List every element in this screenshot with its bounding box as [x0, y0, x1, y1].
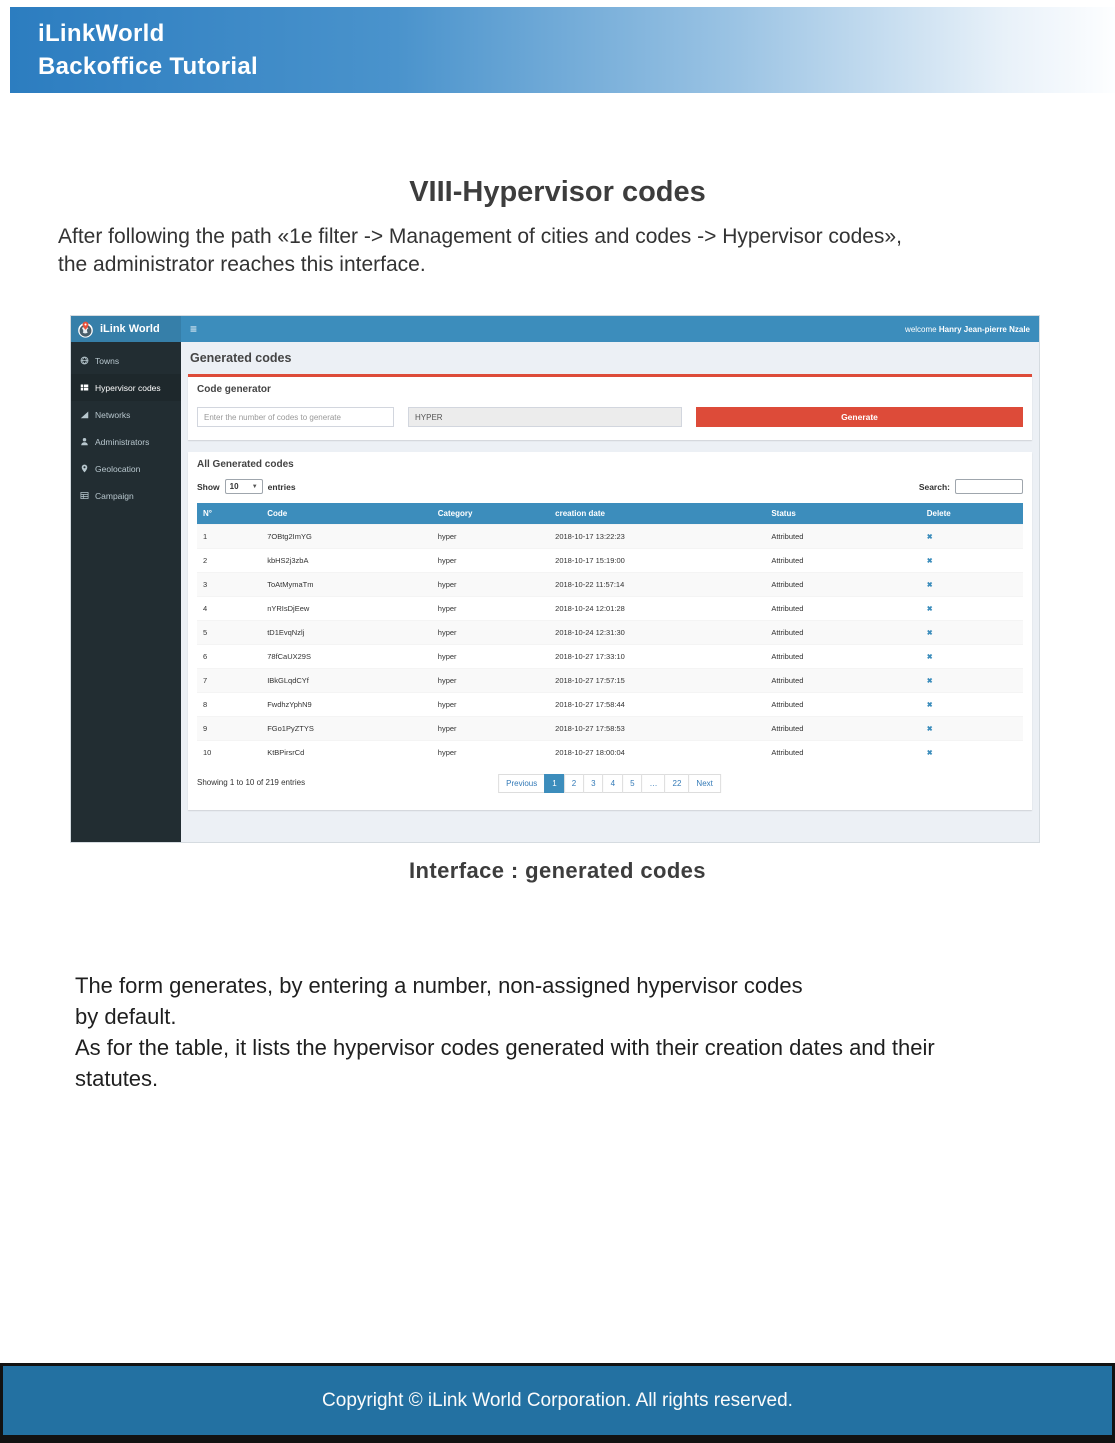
code-value: ToAtMymaTm: [261, 573, 432, 597]
status-value: Attributed: [765, 693, 920, 717]
body-line: As for the table, it lists the hypervisor codes generated with their creation dates and their: [75, 1035, 935, 1060]
creation-date: 2018-10-27 18:00:04: [549, 741, 765, 765]
delete-icon[interactable]: ✖: [926, 630, 933, 637]
creation-date: 2018-10-17 13:22:23: [549, 525, 765, 549]
status-value: Attributed: [765, 621, 920, 645]
chart-icon: [80, 410, 89, 419]
column-header-creation-date[interactable]: creation date: [549, 503, 765, 525]
sidebar-item-towns[interactable]: [71, 347, 181, 374]
code-value: 7OBtg2ImYG: [261, 525, 432, 549]
intro-paragraph: [58, 223, 902, 279]
globe-pin-logo-icon: [77, 321, 94, 338]
intro-line: the administrator reaches this interface.: [58, 253, 426, 276]
code-value: FwdhzYphN9: [261, 693, 432, 717]
table-row: [197, 669, 1023, 693]
th-icon: [80, 383, 89, 392]
column-header-n-[interactable]: N°: [197, 503, 261, 525]
doc-header: [10, 7, 1115, 93]
delete-icon[interactable]: ✖: [926, 702, 933, 709]
page-button-previous[interactable]: Previous: [498, 774, 545, 793]
chevron-down-icon: ▼: [251, 483, 258, 490]
entries-label: entries: [267, 481, 296, 492]
row-number: 2: [197, 549, 261, 573]
category-value: hyper: [432, 717, 549, 741]
creation-date: 2018-10-24 12:01:28: [549, 597, 765, 621]
status-value: Attributed: [765, 525, 920, 549]
hamburger-menu-icon[interactable]: ≡: [190, 322, 198, 336]
delete-icon[interactable]: ✖: [926, 654, 933, 661]
table-row: [197, 573, 1023, 597]
code-value: IBkGLqdCYf: [261, 669, 432, 693]
page-title: VIII-Hypervisor codes: [409, 176, 706, 208]
sidebar-item-label: Geolocation: [95, 463, 141, 474]
body-line: by default.: [75, 1004, 177, 1029]
table-row: [197, 741, 1023, 765]
welcome-username: Hanry Jean-pierre Nzale: [938, 324, 1030, 334]
category-value: hyper: [432, 621, 549, 645]
row-number: 4: [197, 597, 261, 621]
code-value: nYRIsDjEew: [261, 597, 432, 621]
sidebar-item-label: Campaign: [95, 490, 134, 501]
category-value: hyper: [432, 669, 549, 693]
page-length-select[interactable]: [225, 479, 263, 494]
delete-icon[interactable]: ✖: [926, 534, 933, 541]
top-navbar: [71, 316, 1039, 342]
code-generator-title: Code generator: [197, 384, 271, 395]
globe-icon: [80, 356, 89, 365]
body-paragraph: [75, 970, 935, 1094]
page-button-3[interactable]: 3: [583, 774, 603, 793]
welcome-prefix: welcome: [905, 324, 939, 334]
sidebar-item-label: Administrators: [95, 436, 150, 447]
category-value: hyper: [432, 573, 549, 597]
row-number: 6: [197, 645, 261, 669]
table-row: [197, 597, 1023, 621]
category-value: hyper: [432, 549, 549, 573]
pin-icon: [80, 464, 89, 473]
page-length-control: [197, 479, 296, 494]
page-length-value: 10: [229, 482, 239, 491]
category-input[interactable]: [408, 407, 682, 427]
codes-number-input[interactable]: [197, 407, 394, 427]
generated-codes-title: All Generated codes: [197, 459, 294, 470]
status-value: Attributed: [765, 717, 920, 741]
search-control: [919, 479, 1023, 494]
code-value: 78fCaUX29S: [261, 645, 432, 669]
row-number: 9: [197, 717, 261, 741]
table-row: [197, 645, 1023, 669]
code-value: kbHS2j3zbA: [261, 549, 432, 573]
page-button-next[interactable]: Next: [688, 774, 720, 793]
pagination: [499, 774, 721, 793]
category-value: hyper: [432, 741, 549, 765]
sidebar-menu: [71, 342, 181, 842]
doc-header-line2: Backoffice Tutorial: [38, 53, 258, 80]
intro-line: After following the path «1e filter -> Management of cities and codes -> Hypervisor codes»,: [58, 225, 902, 248]
content-page-title: Generated codes: [190, 351, 292, 365]
creation-date: 2018-10-27 17:58:53: [549, 717, 765, 741]
table-row: [197, 525, 1023, 549]
page-button-4[interactable]: 4: [603, 774, 623, 793]
show-label: Show: [197, 481, 220, 492]
brand-name: iLink World: [100, 323, 160, 335]
table-row: [197, 621, 1023, 645]
status-value: Attributed: [765, 573, 920, 597]
sidebar-item-hypervisor-codes[interactable]: [71, 374, 181, 401]
creation-date: 2018-10-22 11:57:14: [549, 573, 765, 597]
generated-codes-table: [197, 503, 1023, 764]
category-value: hyper: [432, 525, 549, 549]
body-line: statutes.: [75, 1066, 159, 1091]
delete-icon[interactable]: ✖: [926, 558, 933, 565]
status-value: Attributed: [765, 669, 920, 693]
search-label: Search:: [918, 481, 950, 492]
generated-codes-panel: [188, 452, 1032, 810]
user-icon: [80, 437, 89, 446]
status-value: Attributed: [765, 645, 920, 669]
brand-logo[interactable]: [71, 316, 181, 342]
screenshot-caption: Interface : generated codes: [409, 858, 706, 883]
page-button-2[interactable]: 2: [564, 774, 584, 793]
search-input[interactable]: [955, 479, 1023, 494]
row-number: 10: [197, 741, 261, 765]
doc-footer: [0, 1363, 1115, 1443]
delete-icon[interactable]: ✖: [926, 678, 933, 685]
row-number: 1: [197, 525, 261, 549]
sidebar-item-administrators[interactable]: [71, 428, 181, 455]
page-button-1[interactable]: 1: [544, 774, 564, 793]
category-value: hyper: [432, 693, 549, 717]
category-value: hyper: [432, 597, 549, 621]
creation-date: 2018-10-24 12:31:30: [549, 621, 765, 645]
column-header-delete[interactable]: Delete: [921, 503, 1023, 525]
navbar-main: [181, 316, 1039, 342]
sidebar-item-geolocation[interactable]: [71, 455, 181, 482]
code-value: KtBPirsrCd: [261, 741, 432, 765]
row-number: 3: [197, 573, 261, 597]
sidebar-item-networks[interactable]: [71, 401, 181, 428]
table-icon: [80, 491, 89, 500]
status-value: Attributed: [765, 549, 920, 573]
content-area: [181, 342, 1039, 842]
delete-icon[interactable]: ✖: [926, 750, 933, 757]
sidebar-item-label: Towns: [95, 355, 120, 366]
status-value: Attributed: [765, 741, 920, 765]
row-number: 7: [197, 669, 261, 693]
column-header-code[interactable]: Code: [261, 503, 432, 525]
table-row: [197, 717, 1023, 741]
creation-date: 2018-10-27 17:33:10: [549, 645, 765, 669]
body-line: The form generates, by entering a number, non-assigned hypervisor codes: [75, 973, 803, 998]
row-number: 8: [197, 693, 261, 717]
generate-button[interactable]: Generate: [696, 407, 1023, 427]
page-button--[interactable]: …: [642, 774, 666, 793]
sidebar-item-campaign[interactable]: [71, 482, 181, 509]
welcome-text[interactable]: [905, 325, 1030, 334]
delete-icon[interactable]: ✖: [926, 606, 933, 613]
creation-date: 2018-10-27 17:57:15: [549, 669, 765, 693]
status-value: Attributed: [765, 597, 920, 621]
delete-icon[interactable]: ✖: [926, 726, 933, 733]
sidebar-item-label: Networks: [95, 409, 131, 420]
row-number: 5: [197, 621, 261, 645]
column-header-category[interactable]: Category: [432, 503, 549, 525]
copyright-text: Copyright © iLink World Corporation. All rights reserved.: [3, 1366, 1112, 1435]
code-value: FGo1PyZTYS: [261, 717, 432, 741]
table-row: [197, 693, 1023, 717]
sidebar-item-label: Hypervisor codes: [95, 382, 161, 393]
category-value: hyper: [432, 645, 549, 669]
delete-icon[interactable]: ✖: [926, 582, 933, 589]
column-header-status[interactable]: Status: [765, 503, 920, 525]
doc-header-line1: iLinkWorld: [38, 20, 165, 47]
code-generator-panel: [188, 374, 1032, 440]
page-button-22[interactable]: 22: [665, 774, 690, 793]
page-button-5[interactable]: 5: [622, 774, 642, 793]
creation-date: 2018-10-17 15:19:00: [549, 549, 765, 573]
creation-date: 2018-10-27 17:58:44: [549, 693, 765, 717]
code-value: tD1EvqNzlj: [261, 621, 432, 645]
backoffice-screenshot: [70, 315, 1040, 843]
table-row: [197, 549, 1023, 573]
table-summary: Showing 1 to 10 of 219 entries: [197, 778, 306, 787]
